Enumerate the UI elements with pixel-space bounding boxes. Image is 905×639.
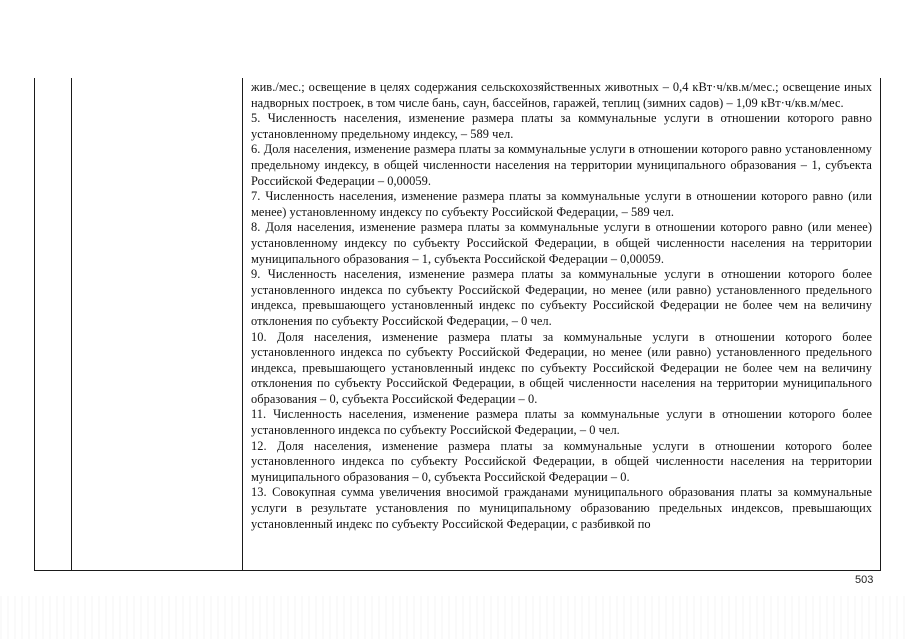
paragraph-item-13: 13. Совокупная сумма увеличения вносимой гражданами муниципального образования платы за коммунальные услуги в результате установления по муниципальному образованию предельных индексов, превышающих установленный индекс по субъекту Российской Федерации, с разбивкой по	[251, 485, 872, 531]
paragraph-item-5: 5. Численность населения, изменение размера платы за коммунальные услуги в отношении которого равно установленному предельному индексу, – 589 чел.	[251, 111, 872, 141]
document-table	[34, 78, 881, 571]
paragraph-item-9: 9. Численность населения, изменение размера платы за коммунальные услуги в отношении которого более установленного индекса по субъекту Российской Федерации, но менее (или равно) установленного предельного индекса, превышающего установленный индекс по субъекту Российской Федерации не более чем на величину отклонения по субъекту Российской Федерации, – 0 чел.	[251, 267, 872, 328]
paragraph-item-12: 12. Доля населения, изменение размера платы за коммунальные услуги в отношении которого более установленного индекса по субъекту Российской Федерации, в общей численности населения на территории муниципального образования – 0, субъекта Российской Федерации – 0.	[251, 438, 872, 484]
paragraph-item-8: 8. Доля населения, изменение размера платы за коммунальные услуги в отношении которого равно (или менее) установленному индексу по субъекту Российской Федерации, в общей численности населения на территории муниципального образования – 1, субъекта Российской Федерации – 0,00059.	[251, 220, 872, 266]
paragraph-continuation: жив./мес.; освещение в целях содержания сельскохозяйственных животных – 0,4 кВт·ч/кв.м/мес.; освещение иных надворных построек, в том числе бань, саун, бассейнов, гаражей, теплиц (зимних садов) – 1,09 кВт·ч/кв.м/мес.	[251, 80, 872, 110]
table-column-content	[243, 78, 880, 570]
table-column-name	[72, 78, 243, 570]
paragraph-item-10: 10. Доля населения, изменение размера платы за коммунальные услуги в отношении которого более установленного индекса по субъекту Российской Федерации, но менее (или равно) установленного предельного индекса, превышающего установленный индекс по субъекту Российской Федерации не более чем на величину отклонения по субъекту Российской Федерации, в общей численности населения на территории муниципального образования – 0, субъекта Российской Федерации – 0.	[251, 329, 872, 406]
scan-artifact	[0, 596, 905, 639]
paragraph-item-6: 6. Доля населения, изменение размера платы за коммунальные услуги в отношении которого равно установленному предельному индексу, в общей численности населения на территории муниципального образования – 1, субъекта Российской Федерации – 0,00059.	[251, 142, 872, 188]
paragraph-item-11: 11. Численность населения, изменение размера платы за коммунальные услуги в отношении которого более установленного индекса по субъекту Российской Федерации, – 0 чел.	[251, 407, 872, 438]
table-column-number	[35, 78, 72, 570]
paragraph-item-7: 7. Численность населения, изменение размера платы за коммунальные услуги в отношении которого равно (или менее) установленному индексу по субъекту Российской Федерации, – 589 чел.	[251, 189, 872, 219]
page-number: 503	[855, 574, 874, 586]
